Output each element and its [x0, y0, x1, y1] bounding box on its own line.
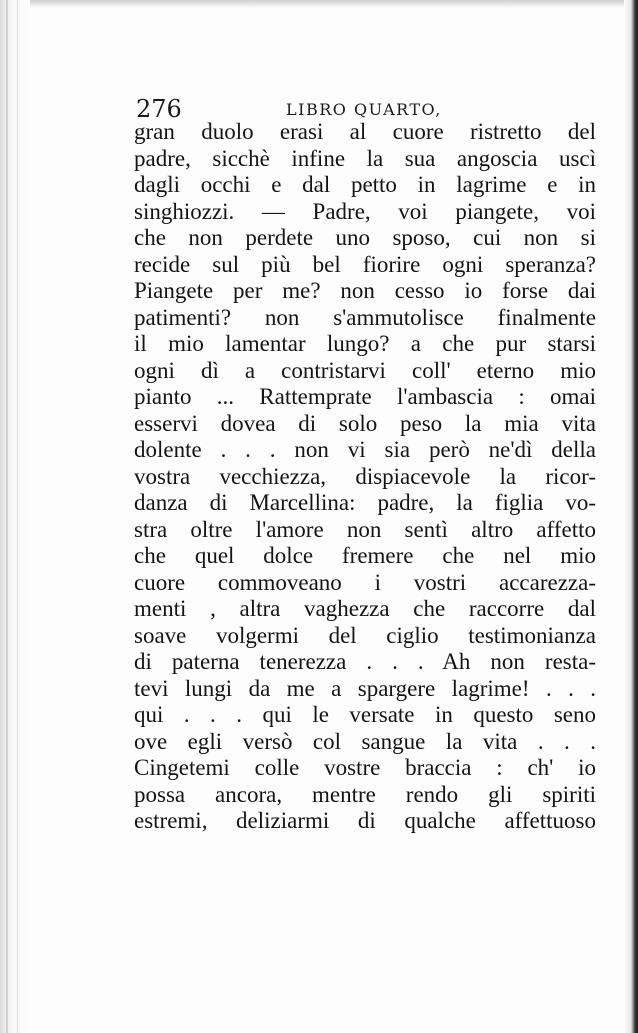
running-title: LIBRO QUARTO,	[286, 100, 442, 119]
text-line: possa ancora, mentre rendo gli spiriti	[134, 781, 596, 807]
text-line: dagli occhi e dal petto in lagrime e in	[134, 172, 596, 197]
text-line: che non perdete uno sposo, cui non si	[134, 225, 596, 250]
page-number: 276	[136, 95, 182, 123]
text-line: Piangete per me? non cesso io forse dai	[134, 278, 596, 303]
text-line: di paterna tenerezza . . . Ah non resta-	[134, 649, 596, 674]
text-line: danza di Marcellina: padre, la figlia vo-	[134, 490, 596, 515]
text-line: il mio lamentar lungo? a che pur starsi	[134, 331, 596, 356]
text-line: dolente . . . non vi sia però ne'dì della	[134, 437, 596, 462]
text-line: singhiozzi. — Padre, voi piangete, voi	[134, 198, 596, 224]
page-top-edge	[0, 0, 638, 8]
text-line: menti , altra vaghezza che raccorre dal	[134, 596, 596, 621]
text-line: patimenti? non s'ammutolisce finalmente	[134, 304, 596, 330]
text-line: cuore commoveano i vostri accarezza-	[134, 569, 596, 595]
text-line: ove egli versò col sangue la vita . . .	[134, 728, 596, 754]
text-line: qui . . . qui le versate in questo seno	[134, 702, 596, 727]
page-right-edge	[624, 0, 638, 1033]
text-line: gran duolo erasi al cuore ristretto del	[134, 119, 596, 144]
text-line: soave volgermi del ciglio testimonianza	[134, 622, 596, 648]
text-line: Cingetemi colle vostre braccia : ch' io	[134, 755, 596, 780]
text-line: padre, sicchè infine la sua angoscia uscì	[134, 145, 596, 171]
text-line: esservi dovea di solo peso la mia vita	[134, 410, 596, 436]
text-line: pianto ... Rattemprate l'ambascia : omai	[134, 384, 596, 409]
body-text	[134, 119, 596, 835]
text-line: ogni dì a contristarvi coll' eterno mio	[134, 357, 596, 383]
text-line: recide sul più bel fiorire ogni speranza?	[134, 251, 596, 277]
text-line: stra oltre l'amore non sentì altro affetto	[134, 516, 596, 542]
text-line: vostra vecchiezza, dispiacevole la ricor-	[134, 463, 596, 489]
page-left-edge	[0, 0, 30, 1033]
text-line: che quel dolce fremere che nel mio	[134, 543, 596, 568]
text-line: estremi, deliziarmi di qualche affettuoso	[134, 808, 596, 833]
text-line: tevi lungi da me a spargere lagrime! . . .	[134, 675, 596, 701]
